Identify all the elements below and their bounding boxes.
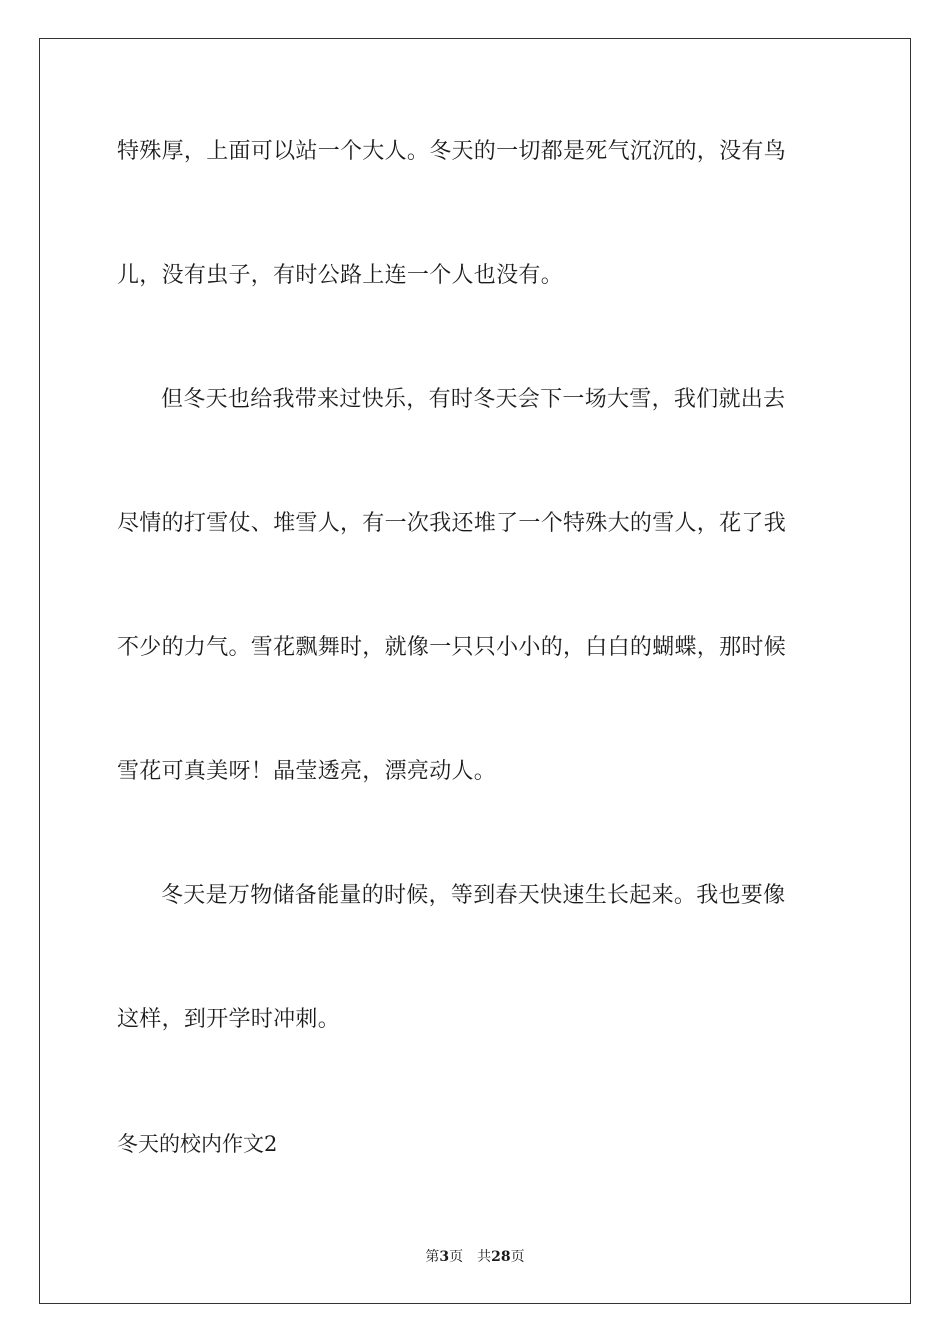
body-line-8: 这样，到开学时冲刺。 [117,1007,341,1032]
body-line-2: 儿，没有虫子，有时公路上连一个人也没有。 [117,263,564,288]
body-line-5: 不少的力气。雪花飘舞时，就像一只只小小的，白白的蝴蝶，那时候 [117,635,787,660]
page-border [39,38,911,1304]
total-unit: 页 [510,1249,525,1265]
body-line-3: 但冬天也给我带来过快乐，有时冬天会下一场大雪，我们就出去 [161,387,786,412]
body-line-6: 雪花可真美呀！晶莹透亮，漂亮动人。 [117,759,497,784]
body-line-1: 特殊厚，上面可以站一个大人。冬天的一切都是死气沉沉的，没有鸟 [117,139,787,164]
page-prefix: 第 [425,1249,440,1265]
page-current: 3 [439,1249,450,1265]
page-footer [0,1248,950,1266]
page-unit: 页 [449,1249,464,1265]
total-prefix: 共 [477,1249,492,1265]
section-heading: 冬天的校内作文2 [117,1132,278,1156]
page-total: 28 [491,1249,511,1265]
body-line-7: 冬天是万物储备能量的时候，等到春天快速生长起来。我也要像 [161,883,786,908]
body-line-4: 尽情的打雪仗、堆雪人，有一次我还堆了一个特殊大的雪人，花了我 [117,511,787,536]
